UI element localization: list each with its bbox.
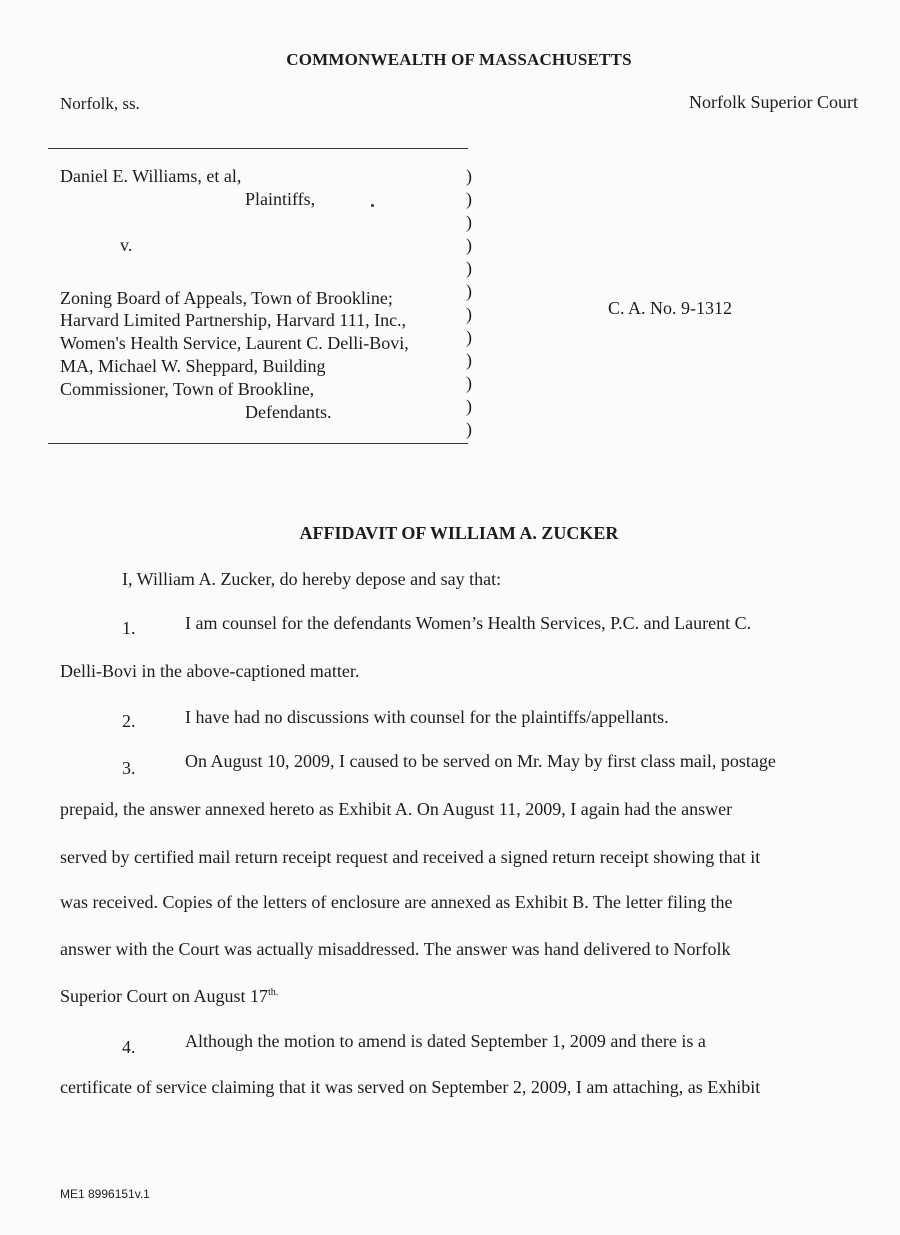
paragraph-line: On August 10, 2009, I caused to be served on Mr. May by first class mail, postage — [185, 751, 776, 771]
ordinal-suffix: th. — [268, 987, 279, 998]
document-id: ME1 8996151v.1 — [60, 1187, 150, 1201]
affidavit-intro: I, William A. Zucker, do hereby depose and say that: — [122, 569, 502, 589]
affidavit-title: AFFIDAVIT OF WILLIAM A. ZUCKER — [299, 523, 619, 543]
paren: ) — [466, 281, 472, 301]
plaintiff-name: Daniel E. Williams, et al, — [60, 166, 242, 186]
paragraph-number: 2. — [122, 711, 136, 731]
defendant-line: Women's Health Service, Laurent C. Delli-Bovi, — [60, 333, 409, 353]
paren: ) — [466, 396, 472, 416]
paragraph-line — [60, 986, 278, 1007]
caption-parentheses — [466, 165, 472, 441]
versus-label: v. — [120, 235, 133, 255]
paren: ) — [466, 258, 472, 278]
paragraph-number: 3. — [122, 758, 136, 778]
defendant-line: Zoning Board of Appeals, Town of Brookline; — [60, 288, 393, 308]
county-label: Norfolk, ss. — [60, 94, 140, 113]
scan-speck — [371, 204, 374, 207]
paragraph-line: prepaid, the answer annexed hereto as Exhibit A. On August 11, 2009, I again had the answer — [60, 799, 733, 819]
paren: ) — [466, 373, 472, 393]
defendant-line: Commissioner, Town of Brookline, — [60, 379, 315, 399]
paragraph-number: 4. — [122, 1037, 136, 1057]
case-number: C. A. No. 9-1312 — [608, 298, 733, 318]
plaintiff-role: Plaintiffs, — [245, 189, 316, 209]
paren: ) — [466, 350, 472, 370]
paragraph-number: 1. — [122, 618, 136, 638]
paren: ) — [466, 304, 472, 324]
caption-top-rule — [48, 148, 468, 149]
paragraph-line: I have had no discussions with counsel for the plaintiffs/appellants. — [185, 707, 669, 727]
paragraph-line: certificate of service claiming that it was served on September 2, 2009, I am attaching, as Exhibit — [60, 1077, 761, 1097]
paragraph-line: served by certified mail return receipt request and received a signed return receipt showing that it — [60, 847, 761, 867]
defendant-line: MA, Michael W. Sheppard, Building — [60, 356, 326, 376]
paren: ) — [466, 189, 472, 209]
defendant-line: Harvard Limited Partnership, Harvard 111, Inc., — [60, 310, 407, 330]
court-name: Norfolk Superior Court — [689, 92, 858, 112]
paren: ) — [466, 212, 472, 232]
paragraph-line: answer with the Court was actually misaddressed. The answer was hand delivered to Norfolk — [60, 939, 731, 959]
paren: ) — [466, 419, 472, 439]
paragraph-line-text: Superior Court on August 17 — [60, 986, 269, 1006]
court-heading: COMMONWEALTH OF MASSACHUSETTS — [286, 50, 632, 69]
paragraph-line: Delli-Bovi in the above-captioned matter. — [60, 661, 360, 681]
paren: ) — [466, 327, 472, 347]
paragraph-line: Although the motion to amend is dated September 1, 2009 and there is a — [185, 1031, 706, 1051]
paren: ) — [466, 166, 472, 186]
caption-bottom-rule — [48, 443, 468, 444]
paragraph-line: was received. Copies of the letters of enclosure are annexed as Exhibit B. The letter filing the — [60, 892, 733, 912]
defendant-role: Defendants. — [245, 402, 332, 422]
paragraph-line: I am counsel for the defendants Women’s Health Services, P.C. and Laurent C. — [185, 613, 752, 633]
paren: ) — [466, 235, 472, 255]
